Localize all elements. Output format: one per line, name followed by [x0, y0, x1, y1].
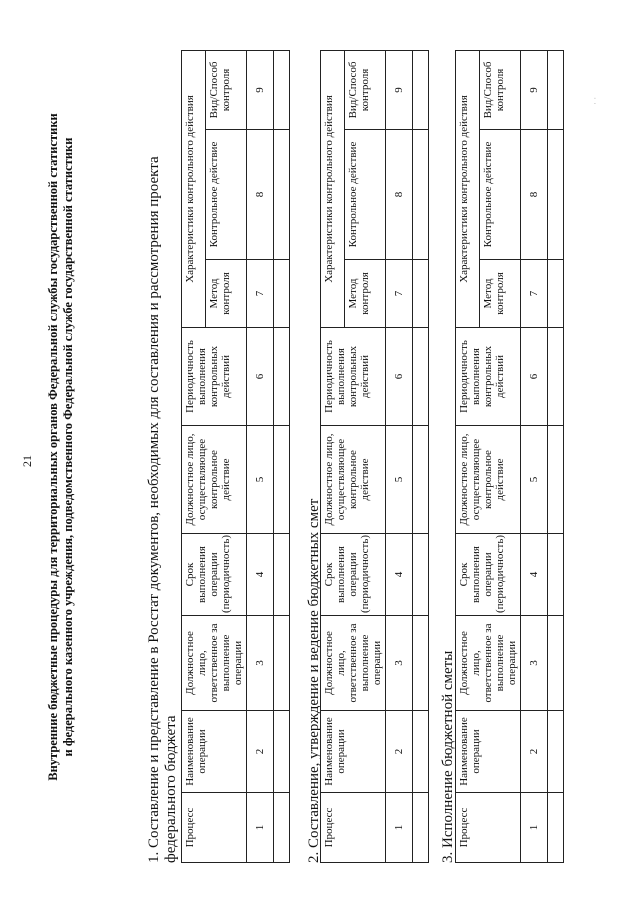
column-number: 7 — [386, 260, 413, 328]
empty-cell — [274, 711, 290, 793]
header-characteristics: Характеристики контрольного действия — [321, 50, 345, 327]
control-table-1 — [181, 50, 290, 863]
header-operation-name: Наименование операции — [321, 711, 386, 793]
header-process: Процесс — [321, 793, 386, 863]
header-deadline: Срок выполнения операции (периодичность) — [182, 534, 247, 616]
column-number: 5 — [247, 426, 274, 534]
header-periodicity: Периодичность выполнения контрольных действий — [456, 328, 521, 426]
control-table-3 — [455, 50, 564, 863]
empty-cell — [274, 426, 290, 534]
header-process: Процесс — [456, 793, 521, 863]
header-controller: Должностное лицо, осуществляющее контрольное действие — [182, 426, 247, 534]
header-control-action: Контрольное действие — [480, 130, 521, 260]
empty-cell — [413, 616, 429, 711]
column-number-row — [386, 50, 413, 862]
column-number: 3 — [521, 616, 548, 711]
title-line-1: Внутренние бюджетные процедуры для территориальных органов Федеральной службы государственной статистики — [46, 113, 60, 781]
empty-cell — [413, 130, 429, 260]
empty-cell — [413, 711, 429, 793]
header-periodicity: Периодичность выполнения контрольных действий — [182, 328, 247, 426]
empty-cell — [274, 793, 290, 863]
empty-cell — [548, 328, 564, 426]
header-operation-name: Наименование операции — [182, 711, 247, 793]
control-table-2 — [320, 50, 429, 863]
empty-cell — [413, 426, 429, 534]
column-number: 9 — [386, 50, 413, 129]
empty-cell — [274, 534, 290, 616]
column-number: 1 — [386, 793, 413, 863]
document-title — [46, 47, 76, 847]
column-number: 7 — [521, 260, 548, 328]
empty-cell — [413, 328, 429, 426]
empty-cell — [548, 711, 564, 793]
section-1-heading: 1. Составление и представление в Росстат документов, необходимых для составления и рассмотрения проекта — [146, 156, 162, 863]
empty-cell — [548, 793, 564, 863]
empty-cell — [274, 130, 290, 260]
column-number: 5 — [386, 426, 413, 534]
header-characteristics: Характеристики контрольного действия — [182, 50, 206, 327]
empty-cell — [413, 534, 429, 616]
header-control-type: Вид/Способ контроля — [206, 50, 247, 129]
title-line-2: и федерального казенного учреждения, подведомственного Федеральной службе государственной статистики — [61, 137, 75, 757]
column-number: 5 — [521, 426, 548, 534]
header-control-action: Контрольное действие — [345, 130, 386, 260]
header-periodicity: Периодичность выполнения контрольных действий — [321, 328, 386, 426]
page-number: 21 — [20, 455, 34, 467]
empty-cell — [548, 426, 564, 534]
column-number: 9 — [521, 50, 548, 129]
column-number: 3 — [247, 616, 274, 711]
empty-cell — [548, 50, 564, 129]
section-3-heading: 3. Исполнение бюджетной сметы — [440, 650, 456, 863]
column-number: 6 — [386, 328, 413, 426]
column-number-row — [247, 50, 274, 862]
column-number: 9 — [247, 50, 274, 129]
column-number: 2 — [521, 711, 548, 793]
empty-cell — [274, 50, 290, 129]
column-number: 2 — [247, 711, 274, 793]
header-controller: Должностное лицо, осуществляющее контрольное действие — [321, 426, 386, 534]
empty-cell — [548, 130, 564, 260]
empty-cell — [413, 793, 429, 863]
header-deadline: Срок выполнения операции (периодичность) — [321, 534, 386, 616]
empty-cell — [548, 534, 564, 616]
column-number: 7 — [247, 260, 274, 328]
column-number: 8 — [247, 130, 274, 260]
header-control-type: Вид/Способ контроля — [345, 50, 386, 129]
column-number: 8 — [521, 130, 548, 260]
header-responsible: Должностное лицо, ответственное за выполнение операции — [321, 616, 386, 711]
column-number-row — [521, 50, 548, 862]
column-number: 3 — [386, 616, 413, 711]
column-number: 4 — [386, 534, 413, 616]
column-number: 1 — [521, 793, 548, 863]
empty-cell — [413, 260, 429, 328]
header-method: Метод контроля — [480, 260, 521, 328]
header-operation-name: Наименование операции — [456, 711, 521, 793]
header-responsible: Должностное лицо, ответственное за выполнение операции — [456, 616, 521, 711]
header-control-type: Вид/Способ контроля — [480, 50, 521, 129]
empty-row — [548, 50, 564, 862]
empty-cell — [413, 50, 429, 129]
header-method: Метод контроля — [206, 260, 247, 328]
header-deadline: Срок выполнения операции (периодичность) — [456, 534, 521, 616]
empty-row — [274, 50, 290, 862]
section-1-heading-cont: федерального бюджета — [163, 715, 179, 863]
header-method: Метод контроля — [345, 260, 386, 328]
header-controller: Должностное лицо, осуществляющее контрольное действие — [456, 426, 521, 534]
column-number: 8 — [386, 130, 413, 260]
header-responsible: Должностное лицо, ответственное за выполнение операции — [182, 616, 247, 711]
column-number: 6 — [247, 328, 274, 426]
header-characteristics: Характеристики контрольного действия — [456, 50, 480, 327]
column-number: 2 — [386, 711, 413, 793]
header-control-action: Контрольное действие — [206, 130, 247, 260]
column-number: 4 — [247, 534, 274, 616]
section-2-heading: 2. Составление, утверждение и ведение бюджетных смет — [306, 498, 322, 863]
header-process: Процесс — [182, 793, 247, 863]
empty-cell — [548, 616, 564, 711]
empty-row — [413, 50, 429, 862]
column-number: 1 — [247, 793, 274, 863]
scan-speck: · · — [590, 96, 600, 105]
empty-cell — [274, 328, 290, 426]
empty-cell — [274, 260, 290, 328]
empty-cell — [274, 616, 290, 711]
column-number: 4 — [521, 534, 548, 616]
empty-cell — [548, 260, 564, 328]
column-number: 6 — [521, 328, 548, 426]
